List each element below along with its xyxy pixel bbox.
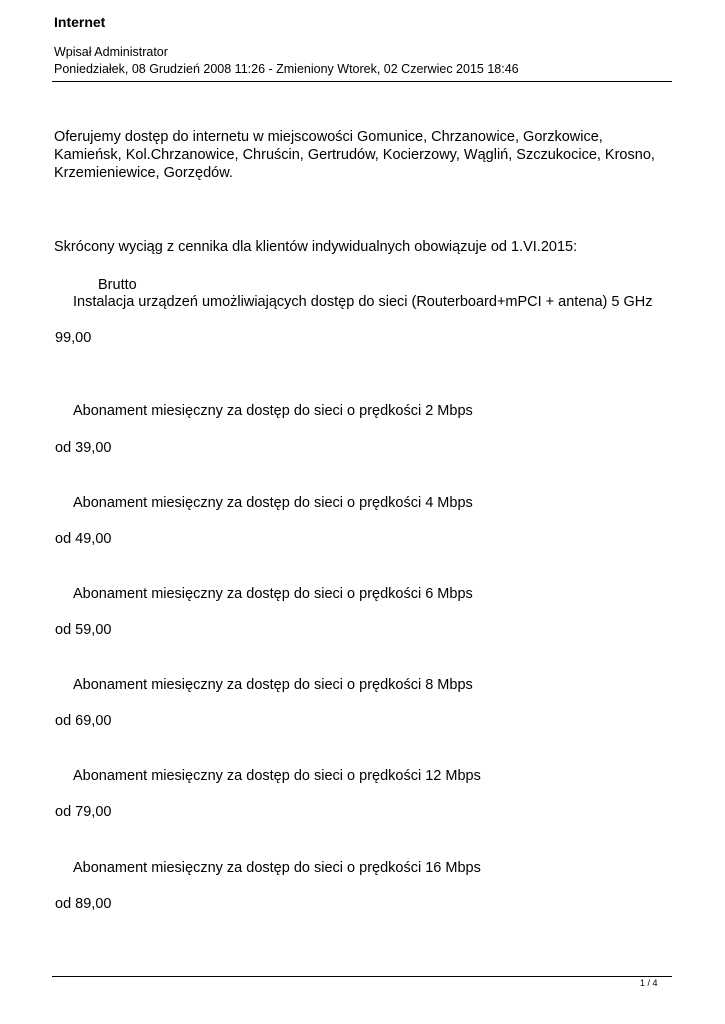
intro-paragraph: Oferujemy dostęp do internetu w miejscowości Gomunice, Chrzanowice, Gorzkowice, Kamieńsk, Kol.Chrzanowice, Chruścin, Gertrudów, Kocierzowy, Wągliń, Szczukocice, Krosno, Krzemieniewice, Gorzędów.: [54, 129, 655, 181]
price-item-value: 99,00: [55, 330, 92, 346]
brutto-label: Brutto: [98, 277, 137, 293]
footer-divider: [52, 976, 672, 977]
price-item-name: Instalacja urządzeń umożliwiających dostęp do sieci (Routerboard+mPCI + antena) 5 GHz: [73, 294, 653, 310]
price-item-name: Abonament miesięczny za dostęp do sieci o prędkości 16 Mbps: [73, 860, 481, 876]
price-item-name: Abonament miesięczny za dostęp do sieci o prędkości 6 Mbps: [73, 586, 473, 602]
price-item-name: Abonament miesięczny za dostęp do sieci o prędkości 8 Mbps: [73, 677, 473, 693]
price-item-value: od 59,00: [55, 622, 112, 638]
price-item-value: od 69,00: [55, 713, 112, 729]
price-item-name: Abonament miesięczny za dostęp do sieci o prędkości 4 Mbps: [73, 495, 473, 511]
price-notice: Skrócony wyciąg z cennika dla klientów indywidualnych obowiązuje od 1.VI.2015:: [54, 239, 578, 255]
author-line: Wpisał Administrator: [54, 45, 168, 59]
header-divider: [52, 81, 672, 82]
price-item-value: od 89,00: [55, 896, 112, 912]
page-number: 1 / 4: [640, 978, 658, 988]
price-item-name: Abonament miesięczny za dostęp do sieci o prędkości 12 Mbps: [73, 768, 481, 784]
price-item-name: Abonament miesięczny za dostęp do sieci o prędkości 2 Mbps: [73, 403, 473, 419]
price-item-value: od 39,00: [55, 440, 112, 456]
dates-line: Poniedziałek, 08 Grudzień 2008 11:26 - Zmieniony Wtorek, 02 Czerwiec 2015 18:46: [54, 62, 519, 76]
price-item-value: od 79,00: [55, 804, 112, 820]
page-title: Internet: [54, 14, 106, 30]
price-item-value: od 49,00: [55, 531, 112, 547]
